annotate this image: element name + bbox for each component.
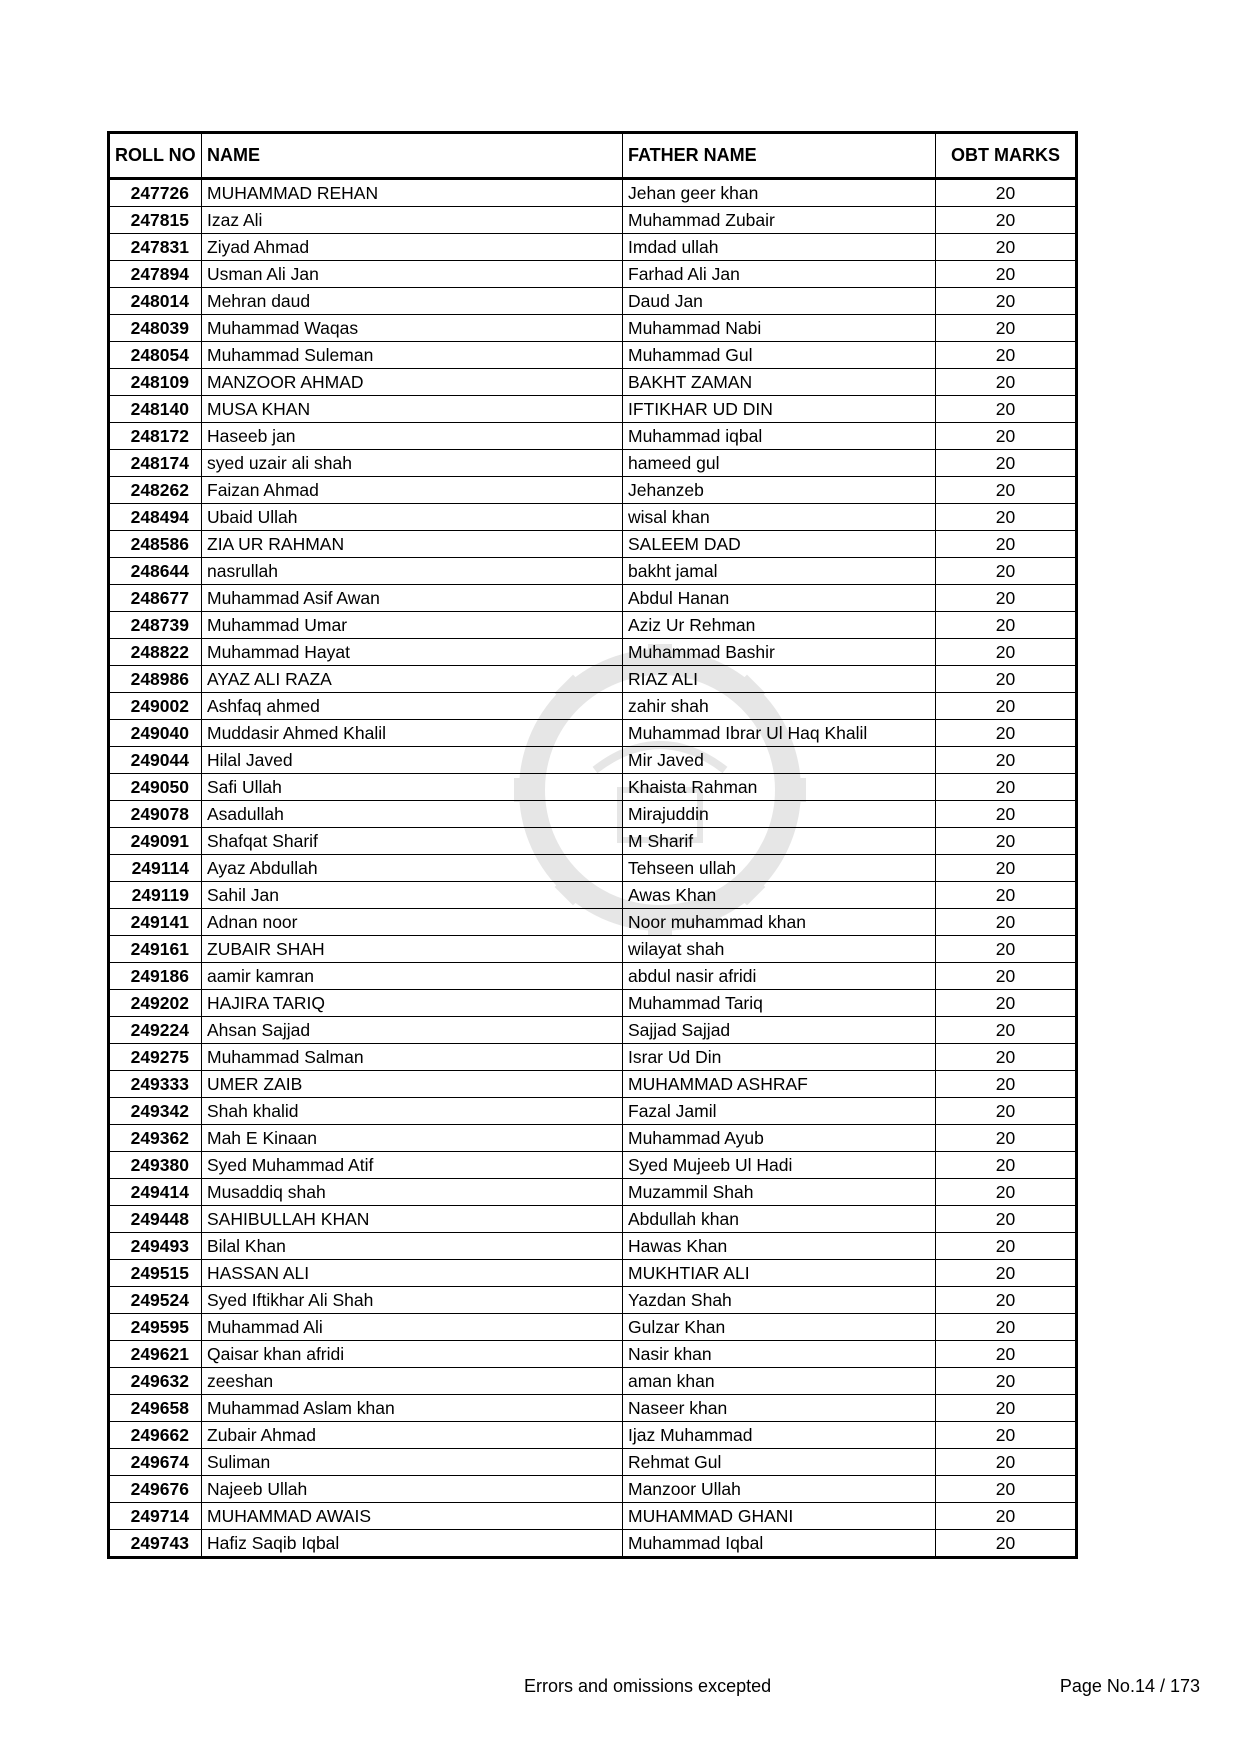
obt-marks-cell: 20	[936, 1395, 1077, 1422]
obt-marks-cell: 20	[936, 1206, 1077, 1233]
roll-no-cell: 249114	[109, 855, 202, 882]
table-row	[109, 1530, 1077, 1558]
father-name-cell: Muhammad Ayub	[623, 1125, 936, 1152]
father-name-cell: Muhammad Ibrar Ul Haq Khalil	[623, 720, 936, 747]
roll-no-cell: 248494	[109, 504, 202, 531]
name-cell: Adnan noor	[202, 909, 623, 936]
roll-no-cell: 247894	[109, 261, 202, 288]
father-name-cell: wilayat shah	[623, 936, 936, 963]
father-name-cell: M Sharif	[623, 828, 936, 855]
obt-marks-cell: 20	[936, 774, 1077, 801]
table-row	[109, 774, 1077, 801]
name-cell: Muhammad Umar	[202, 612, 623, 639]
table-row	[109, 1071, 1077, 1098]
roll-no-cell: 249362	[109, 1125, 202, 1152]
name-cell: Mehran daud	[202, 288, 623, 315]
father-name-cell: zahir shah	[623, 693, 936, 720]
obt-marks-cell: 20	[936, 504, 1077, 531]
father-name-cell: Noor muhammad khan	[623, 909, 936, 936]
header-name: NAME	[202, 133, 623, 179]
table-row	[109, 1152, 1077, 1179]
father-name-cell: Mir Javed	[623, 747, 936, 774]
table-row	[109, 1044, 1077, 1071]
father-name-cell: Muhammad Zubair	[623, 207, 936, 234]
obt-marks-cell: 20	[936, 315, 1077, 342]
table-row	[109, 666, 1077, 693]
name-cell: Muhammad Waqas	[202, 315, 623, 342]
roll-no-cell: 249743	[109, 1530, 202, 1558]
obt-marks-cell: 20	[936, 1449, 1077, 1476]
roll-no-cell: 248644	[109, 558, 202, 585]
obt-marks-cell: 20	[936, 1071, 1077, 1098]
roll-no-cell: 249658	[109, 1395, 202, 1422]
table-row	[109, 963, 1077, 990]
father-name-cell: Hawas Khan	[623, 1233, 936, 1260]
roll-no-cell: 248586	[109, 531, 202, 558]
name-cell: Zubair Ahmad	[202, 1422, 623, 1449]
obt-marks-cell: 20	[936, 1098, 1077, 1125]
table-row	[109, 693, 1077, 720]
page-number: Page No.14 / 173	[1059, 1676, 1200, 1696]
table-row	[109, 747, 1077, 774]
name-cell: SAHIBULLAH KHAN	[202, 1206, 623, 1233]
roll-no-cell: 249050	[109, 774, 202, 801]
father-name-cell: Muhammad Tariq	[623, 990, 936, 1017]
obt-marks-cell: 20	[936, 288, 1077, 315]
obt-marks-cell: 20	[936, 747, 1077, 774]
father-name-cell: bakht jamal	[623, 558, 936, 585]
roll-no-cell: 249524	[109, 1287, 202, 1314]
table-row	[109, 1233, 1077, 1260]
table-row	[109, 179, 1077, 207]
roll-no-cell: 248262	[109, 477, 202, 504]
table-row	[109, 1449, 1077, 1476]
name-cell: Muhammad Asif Awan	[202, 585, 623, 612]
footer-note: Errors and omissions excepted	[524, 1676, 772, 1696]
father-name-cell: Tehseen ullah	[623, 855, 936, 882]
obt-marks-cell: 20	[936, 1125, 1077, 1152]
table-row	[109, 1314, 1077, 1341]
father-name-cell: Abdullah khan	[623, 1206, 936, 1233]
name-cell: Muhammad Suleman	[202, 342, 623, 369]
roll-no-cell: 249091	[109, 828, 202, 855]
roll-no-cell: 249161	[109, 936, 202, 963]
table-row	[109, 639, 1077, 666]
name-cell: Asadullah	[202, 801, 623, 828]
father-name-cell: Muhammad Gul	[623, 342, 936, 369]
father-name-cell: Jehan geer khan	[623, 179, 936, 207]
obt-marks-cell: 20	[936, 1476, 1077, 1503]
table-row	[109, 1125, 1077, 1152]
roll-no-cell: 249275	[109, 1044, 202, 1071]
name-cell: Ayaz Abdullah	[202, 855, 623, 882]
table-row	[109, 504, 1077, 531]
obt-marks-cell: 20	[936, 1044, 1077, 1071]
obt-marks-cell: 20	[936, 990, 1077, 1017]
obt-marks-cell: 20	[936, 423, 1077, 450]
table-row	[109, 207, 1077, 234]
table-row	[109, 1503, 1077, 1530]
name-cell: Muhammad Aslam khan	[202, 1395, 623, 1422]
obt-marks-cell: 20	[936, 207, 1077, 234]
obt-marks-cell: 20	[936, 261, 1077, 288]
name-cell: Mah E Kinaan	[202, 1125, 623, 1152]
table-row	[109, 234, 1077, 261]
obt-marks-cell: 20	[936, 882, 1077, 909]
obt-marks-cell: 20	[936, 531, 1077, 558]
obt-marks-cell: 20	[936, 666, 1077, 693]
roll-no-cell: 248014	[109, 288, 202, 315]
table-row	[109, 315, 1077, 342]
father-name-cell: MUHAMMAD ASHRAF	[623, 1071, 936, 1098]
obt-marks-cell: 20	[936, 828, 1077, 855]
table-row	[109, 288, 1077, 315]
name-cell: UMER ZAIB	[202, 1071, 623, 1098]
father-name-cell: Imdad ullah	[623, 234, 936, 261]
obt-marks-cell: 20	[936, 936, 1077, 963]
father-name-cell: Yazdan Shah	[623, 1287, 936, 1314]
roll-no-cell: 247726	[109, 179, 202, 207]
roll-no-cell: 248054	[109, 342, 202, 369]
table-row	[109, 342, 1077, 369]
roll-no-cell: 248172	[109, 423, 202, 450]
table-row	[109, 1422, 1077, 1449]
father-name-cell: Awas Khan	[623, 882, 936, 909]
name-cell: Syed Muhammad Atif	[202, 1152, 623, 1179]
father-name-cell: Muhammad Iqbal	[623, 1530, 936, 1558]
roll-no-cell: 249002	[109, 693, 202, 720]
roll-no-cell: 248986	[109, 666, 202, 693]
father-name-cell: Muzammil Shah	[623, 1179, 936, 1206]
table-row	[109, 585, 1077, 612]
father-name-cell: hameed gul	[623, 450, 936, 477]
father-name-cell: Jehanzeb	[623, 477, 936, 504]
name-cell: Najeeb Ullah	[202, 1476, 623, 1503]
obt-marks-cell: 20	[936, 1017, 1077, 1044]
table-row	[109, 612, 1077, 639]
roll-no-cell: 247815	[109, 207, 202, 234]
roll-no-cell: 248174	[109, 450, 202, 477]
table-header-row	[109, 133, 1077, 179]
name-cell: syed uzair ali shah	[202, 450, 623, 477]
father-name-cell: IFTIKHAR UD DIN	[623, 396, 936, 423]
obt-marks-cell: 20	[936, 396, 1077, 423]
father-name-cell: Khaista Rahman	[623, 774, 936, 801]
father-name-cell: BAKHT ZAMAN	[623, 369, 936, 396]
obt-marks-cell: 20	[936, 477, 1077, 504]
results-table	[107, 131, 1078, 1559]
roll-no-cell: 249333	[109, 1071, 202, 1098]
father-name-cell: Ijaz Muhammad	[623, 1422, 936, 1449]
obt-marks-cell: 20	[936, 1503, 1077, 1530]
obt-marks-cell: 20	[936, 720, 1077, 747]
name-cell: MUSA KHAN	[202, 396, 623, 423]
roll-no-cell: 248039	[109, 315, 202, 342]
father-name-cell: Nasir khan	[623, 1341, 936, 1368]
table-row	[109, 369, 1077, 396]
name-cell: Muhammad Salman	[202, 1044, 623, 1071]
name-cell: Ubaid Ullah	[202, 504, 623, 531]
name-cell: MUHAMMAD REHAN	[202, 179, 623, 207]
father-name-cell: wisal khan	[623, 504, 936, 531]
obt-marks-cell: 20	[936, 855, 1077, 882]
name-cell: MANZOOR AHMAD	[202, 369, 623, 396]
header-obt-marks: OBT MARKS	[936, 133, 1077, 179]
name-cell: Shafqat Sharif	[202, 828, 623, 855]
name-cell: nasrullah	[202, 558, 623, 585]
obt-marks-cell: 20	[936, 639, 1077, 666]
name-cell: Hafiz Saqib Iqbal	[202, 1530, 623, 1558]
roll-no-cell: 247831	[109, 234, 202, 261]
name-cell: Ahsan Sajjad	[202, 1017, 623, 1044]
father-name-cell: MUHAMMAD GHANI	[623, 1503, 936, 1530]
father-name-cell: SALEEM DAD	[623, 531, 936, 558]
obt-marks-cell: 20	[936, 1179, 1077, 1206]
name-cell: Safi Ullah	[202, 774, 623, 801]
name-cell: Muddasir Ahmed Khalil	[202, 720, 623, 747]
father-name-cell: Muhammad Nabi	[623, 315, 936, 342]
name-cell: Ashfaq ahmed	[202, 693, 623, 720]
table-row	[109, 882, 1077, 909]
roll-no-cell: 248140	[109, 396, 202, 423]
name-cell: aamir kamran	[202, 963, 623, 990]
roll-no-cell: 249186	[109, 963, 202, 990]
table-row	[109, 1017, 1077, 1044]
name-cell: ZUBAIR SHAH	[202, 936, 623, 963]
table-row	[109, 936, 1077, 963]
obt-marks-cell: 20	[936, 1260, 1077, 1287]
roll-no-cell: 249040	[109, 720, 202, 747]
father-name-cell: aman khan	[623, 1368, 936, 1395]
obt-marks-cell: 20	[936, 234, 1077, 261]
table-row	[109, 1179, 1077, 1206]
roll-no-cell: 249595	[109, 1314, 202, 1341]
obt-marks-cell: 20	[936, 558, 1077, 585]
name-cell: MUHAMMAD AWAIS	[202, 1503, 623, 1530]
table-row	[109, 1098, 1077, 1125]
father-name-cell: Manzoor Ullah	[623, 1476, 936, 1503]
table-row	[109, 828, 1077, 855]
name-cell: Shah khalid	[202, 1098, 623, 1125]
roll-no-cell: 249141	[109, 909, 202, 936]
obt-marks-cell: 20	[936, 612, 1077, 639]
table-row	[109, 801, 1077, 828]
name-cell: Syed Iftikhar Ali Shah	[202, 1287, 623, 1314]
father-name-cell: Aziz Ur Rehman	[623, 612, 936, 639]
roll-no-cell: 249714	[109, 1503, 202, 1530]
roll-no-cell: 248109	[109, 369, 202, 396]
roll-no-cell: 248822	[109, 639, 202, 666]
roll-no-cell: 249676	[109, 1476, 202, 1503]
father-name-cell: Rehmat Gul	[623, 1449, 936, 1476]
obt-marks-cell: 20	[936, 369, 1077, 396]
table-row	[109, 1395, 1077, 1422]
roll-no-cell: 249621	[109, 1341, 202, 1368]
roll-no-cell: 249632	[109, 1368, 202, 1395]
obt-marks-cell: 20	[936, 1233, 1077, 1260]
name-cell: HAJIRA TARIQ	[202, 990, 623, 1017]
name-cell: Muhammad Ali	[202, 1314, 623, 1341]
name-cell: Qaisar khan afridi	[202, 1341, 623, 1368]
roll-no-cell: 249493	[109, 1233, 202, 1260]
father-name-cell: Syed Mujeeb Ul Hadi	[623, 1152, 936, 1179]
roll-no-cell: 249119	[109, 882, 202, 909]
name-cell: Suliman	[202, 1449, 623, 1476]
roll-no-cell: 249078	[109, 801, 202, 828]
table-row	[109, 855, 1077, 882]
father-name-cell: Abdul Hanan	[623, 585, 936, 612]
table-row	[109, 531, 1077, 558]
obt-marks-cell: 20	[936, 450, 1077, 477]
roll-no-cell: 249224	[109, 1017, 202, 1044]
obt-marks-cell: 20	[936, 1530, 1077, 1558]
name-cell: Muhammad Hayat	[202, 639, 623, 666]
obt-marks-cell: 20	[936, 179, 1077, 207]
roll-no-cell: 249202	[109, 990, 202, 1017]
name-cell: Haseeb jan	[202, 423, 623, 450]
roll-no-cell: 249515	[109, 1260, 202, 1287]
roll-no-cell: 248739	[109, 612, 202, 639]
father-name-cell: MUKHTIAR ALI	[623, 1260, 936, 1287]
father-name-cell: Muhammad Bashir	[623, 639, 936, 666]
father-name-cell: Naseer khan	[623, 1395, 936, 1422]
roll-no-cell: 249044	[109, 747, 202, 774]
father-name-cell: Daud Jan	[623, 288, 936, 315]
obt-marks-cell: 20	[936, 342, 1077, 369]
roll-no-cell: 249662	[109, 1422, 202, 1449]
name-cell: zeeshan	[202, 1368, 623, 1395]
obt-marks-cell: 20	[936, 1368, 1077, 1395]
header-father-name: FATHER NAME	[623, 133, 936, 179]
table-row	[109, 1368, 1077, 1395]
father-name-cell: abdul nasir afridi	[623, 963, 936, 990]
table-row	[109, 720, 1077, 747]
name-cell: Sahil Jan	[202, 882, 623, 909]
name-cell: Hilal Javed	[202, 747, 623, 774]
name-cell: Faizan Ahmad	[202, 477, 623, 504]
table-row	[109, 1341, 1077, 1368]
obt-marks-cell: 20	[936, 693, 1077, 720]
name-cell: ZIA UR RAHMAN	[202, 531, 623, 558]
obt-marks-cell: 20	[936, 1152, 1077, 1179]
table-row	[109, 423, 1077, 450]
roll-no-cell: 249380	[109, 1152, 202, 1179]
table-row	[109, 1476, 1077, 1503]
name-cell: Ziyad Ahmad	[202, 234, 623, 261]
table-row	[109, 990, 1077, 1017]
father-name-cell: Muhammad iqbal	[623, 423, 936, 450]
roll-no-cell: 249448	[109, 1206, 202, 1233]
obt-marks-cell: 20	[936, 585, 1077, 612]
father-name-cell: RIAZ ALI	[623, 666, 936, 693]
roll-no-cell: 248677	[109, 585, 202, 612]
obt-marks-cell: 20	[936, 1287, 1077, 1314]
roll-no-cell: 249674	[109, 1449, 202, 1476]
obt-marks-cell: 20	[936, 801, 1077, 828]
father-name-cell: Sajjad Sajjad	[623, 1017, 936, 1044]
father-name-cell: Fazal Jamil	[623, 1098, 936, 1125]
table-row	[109, 909, 1077, 936]
table-row	[109, 1206, 1077, 1233]
father-name-cell: Farhad Ali Jan	[623, 261, 936, 288]
table-row	[109, 450, 1077, 477]
table-row	[109, 1260, 1077, 1287]
obt-marks-cell: 20	[936, 963, 1077, 990]
header-roll-no: ROLL NO	[109, 133, 202, 179]
name-cell: Musaddiq shah	[202, 1179, 623, 1206]
name-cell: AYAZ ALI RAZA	[202, 666, 623, 693]
table-row	[109, 477, 1077, 504]
table-row	[109, 1287, 1077, 1314]
roll-no-cell: 249342	[109, 1098, 202, 1125]
roll-no-cell: 249414	[109, 1179, 202, 1206]
table-row	[109, 396, 1077, 423]
name-cell: Bilal Khan	[202, 1233, 623, 1260]
name-cell: Usman Ali Jan	[202, 261, 623, 288]
name-cell: HASSAN ALI	[202, 1260, 623, 1287]
father-name-cell: Gulzar Khan	[623, 1314, 936, 1341]
obt-marks-cell: 20	[936, 1341, 1077, 1368]
father-name-cell: Israr Ud Din	[623, 1044, 936, 1071]
father-name-cell: Mirajuddin	[623, 801, 936, 828]
table-row	[109, 558, 1077, 585]
obt-marks-cell: 20	[936, 1314, 1077, 1341]
obt-marks-cell: 20	[936, 909, 1077, 936]
table-row	[109, 261, 1077, 288]
name-cell: Izaz Ali	[202, 207, 623, 234]
obt-marks-cell: 20	[936, 1422, 1077, 1449]
